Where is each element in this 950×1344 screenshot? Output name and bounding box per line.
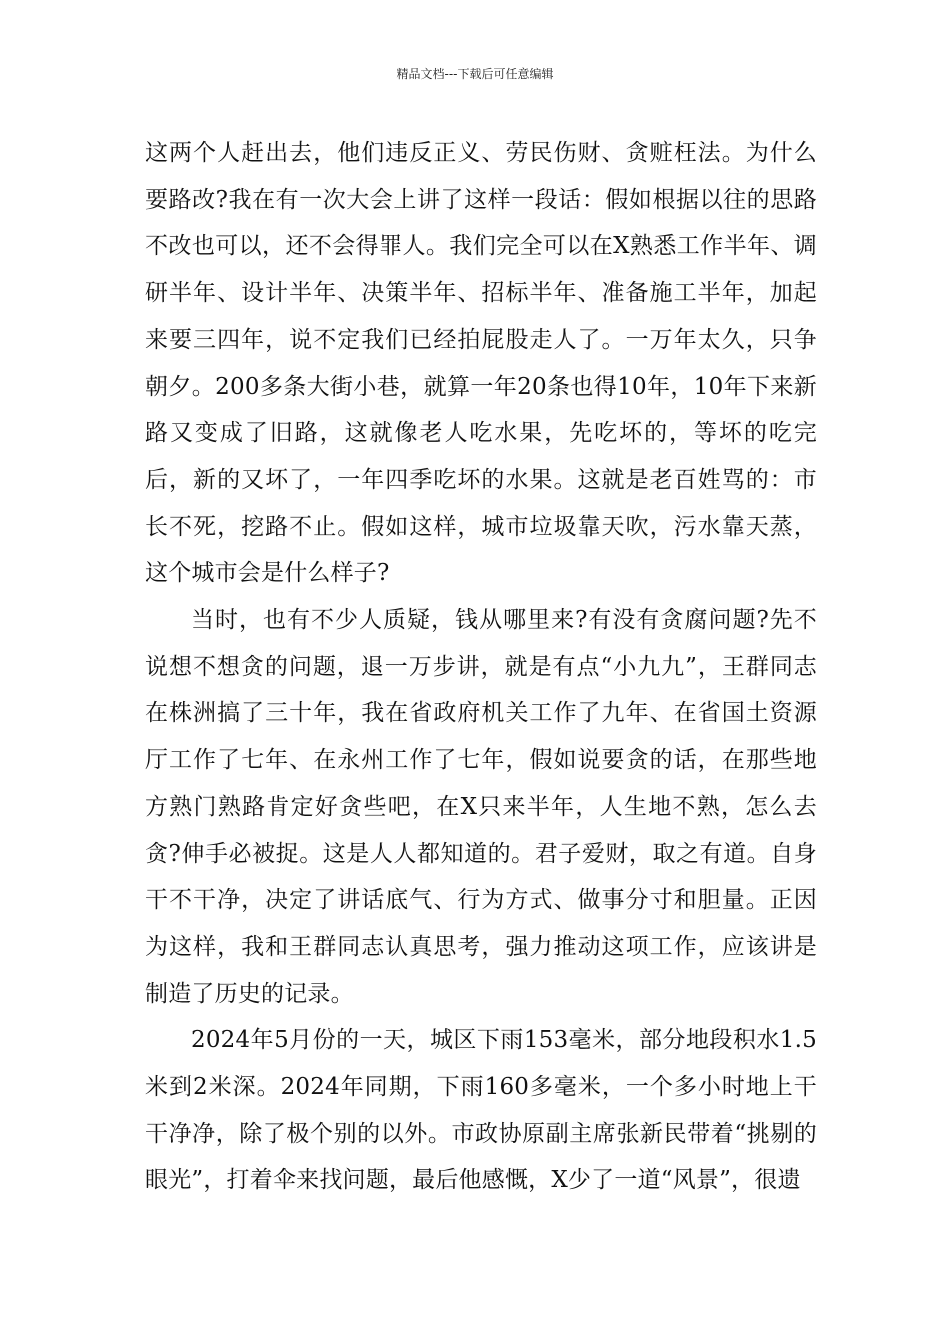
document-body bbox=[145, 130, 817, 1204]
paragraph-2: 当时，也有不少人质疑，钱从哪里来?有没有贪腐问题?先不说想不想贪的问题，退一万步讲，就是有点“小九九”，王群同志在株洲搞了三十年，我在省政府机关工作了九年、在省国土资源厅工作了七年、在永州工作了七年，假如说要贪的话，在那些地方熟门熟路肯定好贪些吧，在X只来半年，人生地不熟，怎么去贪?伸手必被捉。这是人人都知道的。君子爱财，取之有道。自身干不干净，决定了讲话底气、行为方式、做事分寸和胆量。正因为这样，我和王群同志认真思考，强力推动这项工作，应该讲是制造了历史的记录。 bbox=[145, 607, 817, 1007]
paragraph-1: 这两个人赶出去，他们违反正义、劳民伤财、贪赃枉法。为什么要路改?我在有一次大会上讲了这样一段话：假如根据以往的思路不改也可以，还不会得罪人。我们完全可以在X熟悉工作半年、调研半年、设计半年、决策半年、招标半年、准备施工半年，加起来要三四年，说不定我们已经拍屁股走人了。一万年太久，只争朝夕。200多条大街小巷，就算一年20条也得10年，10年下来新路又变成了旧路，这就像老人吃水果，先吃坏的，等坏的吃完后，新的又坏了，一年四季吃坏的水果。这就是老百姓骂的：市长不死，挖路不止。假如这样，城市垃圾靠天吹，污水靠天蒸，这个城市会是什么样子? bbox=[145, 140, 817, 587]
paragraph-3: 2024年5月份的一天，城区下雨153毫米，部分地段积水1.5米到2米深。2024年同期，下雨160多毫米，一个多小时地上干干净净，除了极个别的以外。市政协原副主席张新民带着“挑剔的眼光”，打着伞来找问题，最后他感慨，X少了一道“风景”，很遗 bbox=[145, 1027, 817, 1194]
page-header: 精品文档---下载后可任意编辑 bbox=[396, 67, 554, 81]
